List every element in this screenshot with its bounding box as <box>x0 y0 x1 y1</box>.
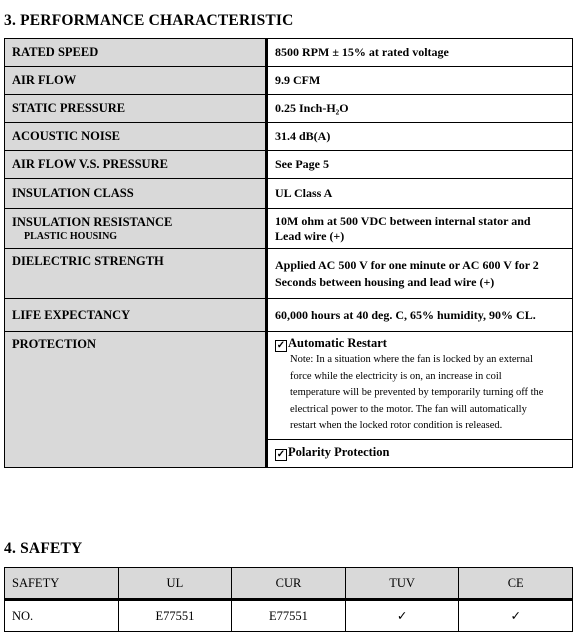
check-icon: ✓ <box>459 600 573 632</box>
row-value <box>267 249 573 299</box>
row-cell: E77551 <box>232 600 346 632</box>
table-header-row <box>5 568 573 600</box>
safety-table <box>4 567 573 632</box>
protection-note-line: Note: In a situation where the fan is locked by an external <box>290 354 533 365</box>
table-row <box>5 600 573 632</box>
table-row <box>5 95 573 123</box>
polarity-protection-title: Polarity Protection <box>288 444 390 459</box>
row-label: RATED SPEED <box>5 39 267 67</box>
row-cell: E77551 <box>118 600 232 632</box>
insulation-resistance-sublabel: PLASTIC HOUSING <box>24 231 118 242</box>
table-row <box>5 67 573 95</box>
header-cell: TUV <box>345 568 459 600</box>
row-value: 9.9 CFM <box>267 67 573 95</box>
insulation-resistance-value-line1: 10M ohm at 500 VDC between internal stator and <box>275 213 531 228</box>
header-cell: SAFETY <box>5 568 119 600</box>
row-label: ACOUSTIC NOISE <box>5 123 267 151</box>
row-label: LIFE EXPECTANCY <box>5 299 267 332</box>
row-value: 60,000 hours at 40 deg. C, 65% humidity, 90% CL. <box>267 299 573 332</box>
row-label: INSULATION CLASS <box>5 179 267 209</box>
protection-note-line: temperature will be prevented by temporarily turning off the <box>290 387 544 398</box>
row-label: AIR FLOW <box>5 67 267 95</box>
dielectric-value-line1: Applied AC 500 V for one minute or AC 600 V for 2 <box>275 257 539 272</box>
protection-note-line: electrical power to the motor. The fan will automatically <box>290 403 527 415</box>
row-value: 8500 RPM ± 15% at rated voltage <box>267 39 573 67</box>
row-label: STATIC PRESSURE <box>5 95 267 123</box>
table-row <box>5 39 573 67</box>
checkbox-checked-icon: ✓ <box>276 340 286 351</box>
protection-value <box>267 332 573 468</box>
protection-note-line: force while the electricity is on, an increase in coil <box>290 370 502 382</box>
automatic-restart-title: Automatic Restart <box>288 336 387 350</box>
row-label: PROTECTION <box>5 332 267 468</box>
table-row <box>5 332 573 468</box>
row-label: AIR FLOW V.S. PRESSURE <box>5 151 267 179</box>
insulation-resistance-label: INSULATION RESISTANCE <box>12 215 173 229</box>
table-row <box>5 123 573 151</box>
polarity-protection-row <box>268 439 572 467</box>
table-row <box>5 299 573 332</box>
dielectric-value-line2: Seconds between housing and lead wire (+) <box>275 274 495 289</box>
insulation-resistance-value-line2: Lead wire (+) <box>275 228 345 243</box>
header-cell: CE <box>459 568 573 600</box>
table-row <box>5 179 573 209</box>
protection-note-line: restart when the locked rotor condition is released. <box>290 420 503 431</box>
row-value: See Page 5 <box>267 151 573 179</box>
header-cell: CUR <box>232 568 346 600</box>
performance-table <box>4 38 573 468</box>
table-row <box>5 209 573 249</box>
checkbox-checked-icon: ✓ <box>276 448 286 460</box>
check-icon: ✓ <box>345 600 459 632</box>
row-label: DIELECTRIC STRENGTH <box>5 249 267 299</box>
section-title-safety: 4. SAFETY <box>4 540 83 557</box>
row-value <box>267 209 573 249</box>
section-title-performance: 3. PERFORMANCE CHARACTERISTIC <box>4 12 294 29</box>
row-value: 0.25 Inch-H₂O <box>267 95 573 123</box>
header-cell: UL <box>118 568 232 600</box>
table-row <box>5 249 573 299</box>
row-value: UL Class A <box>267 179 573 209</box>
table-row <box>5 151 573 179</box>
row-value: 31.4 dB(A) <box>267 123 573 151</box>
row-label <box>5 209 267 249</box>
automatic-restart-heading <box>275 332 565 352</box>
row-cell: NO. <box>5 600 119 632</box>
